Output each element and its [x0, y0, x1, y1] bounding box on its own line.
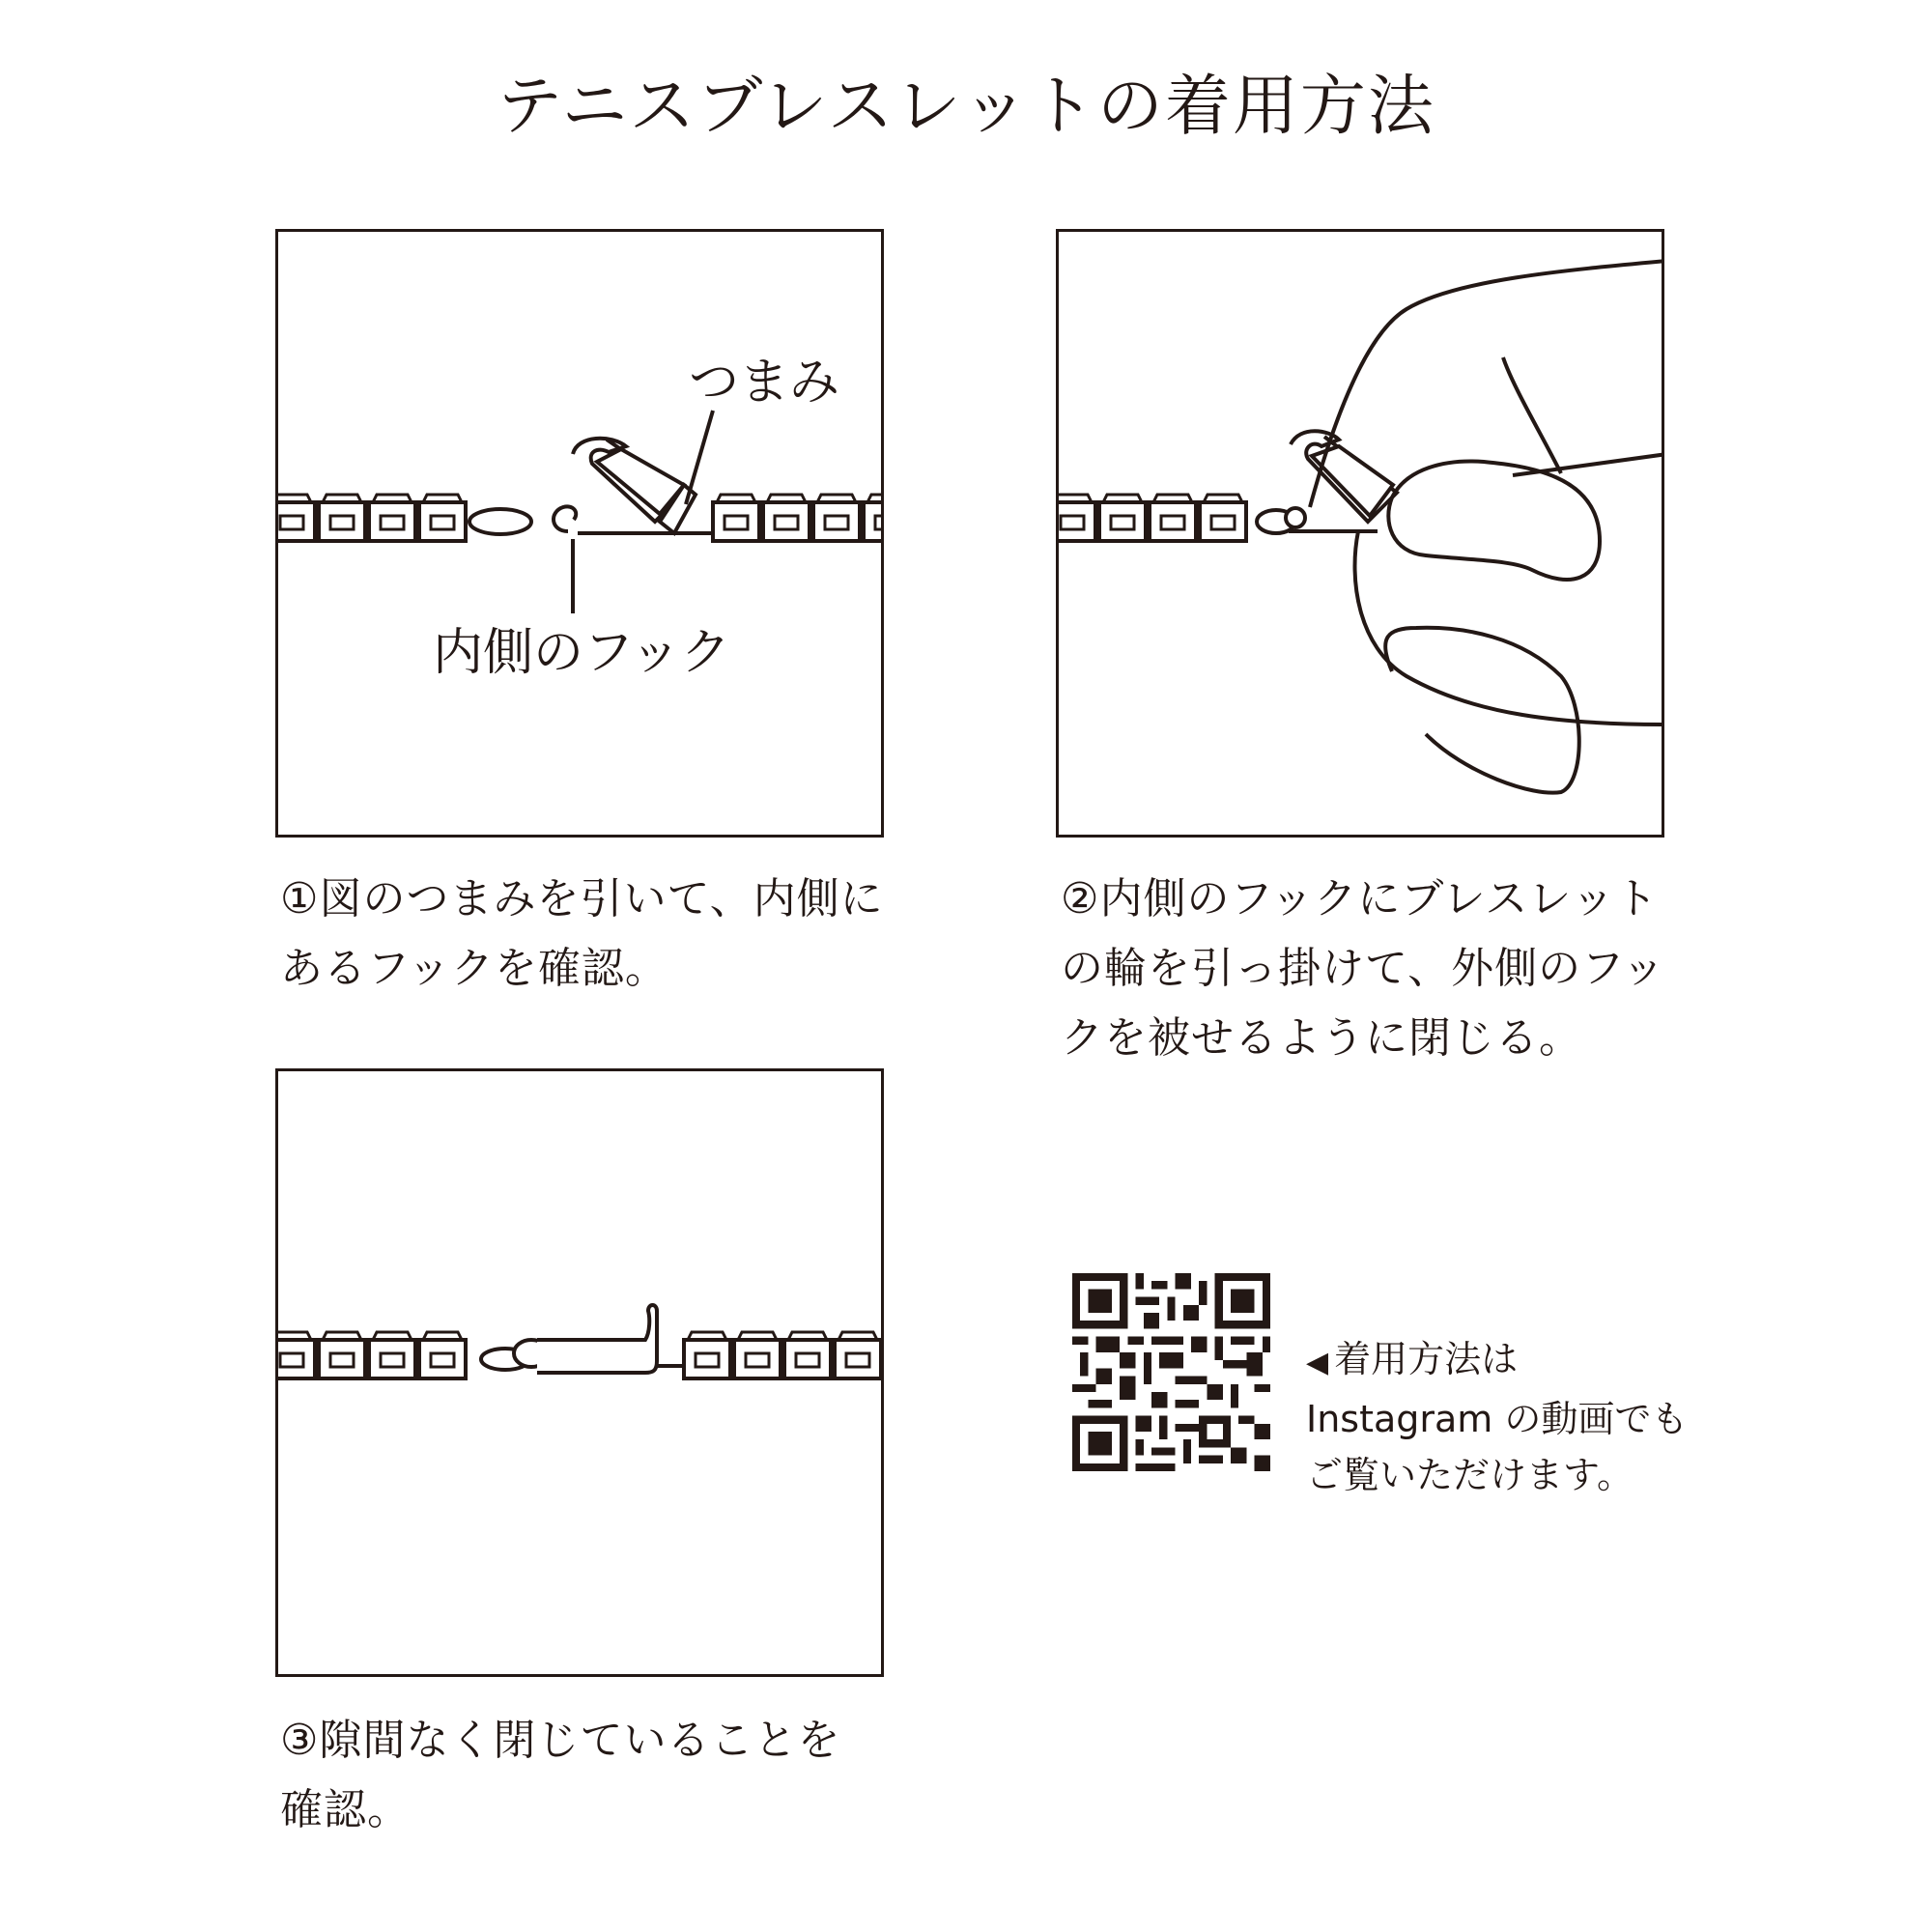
step1-caption [280, 865, 884, 1004]
clasp-open [554, 439, 701, 533]
step3-line-1: 隙間なく閉じていることを [319, 1716, 841, 1765]
step2-illustration [1056, 229, 1664, 838]
step3-line-2: 確認。 [280, 1785, 411, 1834]
qr-code-icon[interactable] [1072, 1273, 1270, 1471]
chain-left [278, 495, 531, 541]
hand [1310, 261, 1664, 793]
chain-left [1059, 495, 1246, 541]
step3-number: ③ [280, 1716, 320, 1765]
left-triangle-icon: ◀ [1306, 1346, 1329, 1379]
step3-caption [280, 1706, 840, 1845]
chain-right [684, 495, 884, 541]
step1-line-2: あるフックを確認。 [280, 944, 668, 993]
closed-clasp [481, 1305, 684, 1373]
bracelet-open-clasp-drawing [278, 232, 884, 838]
instagram-note-line-3: ご覧いただけます。 [1306, 1454, 1634, 1496]
step2-number: ② [1061, 874, 1100, 923]
step3-illustration [275, 1068, 884, 1677]
inner-hook-label: 内側のフック [433, 624, 731, 682]
step1-line-1: 図のつまみを引いて、内側に [319, 874, 884, 923]
step2-line-3: クを被せるように閉じる。 [1061, 1013, 1582, 1063]
instagram-note [1306, 1331, 1688, 1503]
knob-leader-line [686, 411, 713, 504]
chain-right [684, 1332, 881, 1378]
chain-left [278, 1332, 466, 1378]
instagram-note-line-1: 着用方法は [1334, 1338, 1519, 1380]
step1-illustration [275, 229, 884, 838]
step2-caption [1061, 865, 1665, 1073]
hand-closing-clasp-drawing [1059, 232, 1664, 838]
page-title: テニスブレスレットの着用方法 [497, 69, 1435, 145]
instagram-note-line-2: Instagram の動画でも [1306, 1398, 1689, 1440]
step2-line-1: 内側のフックにブレスレット [1099, 874, 1659, 923]
bracelet-closed-clasp-drawing [278, 1071, 884, 1677]
step1-number: ① [280, 874, 320, 923]
knob-label: つまみ [689, 354, 840, 412]
step2-line-2: の輪を引っ掛けて、外側のフッ [1061, 944, 1666, 993]
